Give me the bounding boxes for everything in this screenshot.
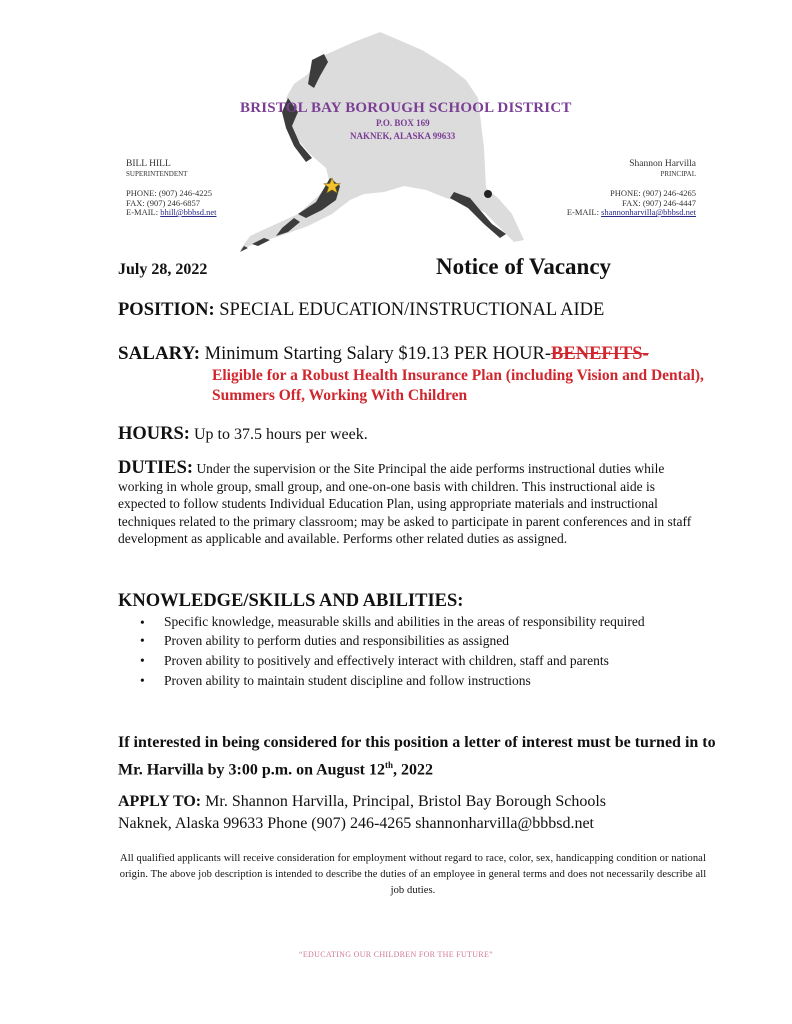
- alaska-map-graphic: [236, 28, 528, 254]
- duties-paragraph: [118, 460, 706, 548]
- notice-title: Notice of Vacancy: [436, 254, 612, 279]
- superintendent-fax: FAX: (907) 246-6857: [126, 197, 200, 208]
- salary-label: SALARY:: [118, 343, 201, 364]
- superintendent-email-line: [126, 208, 216, 218]
- benefits-text: Eligible for a Robust Health Insurance Plan (including Vision and Dental), Summers Off, Working With Children: [212, 367, 704, 404]
- salary-value: Minimum Starting Salary $19.13 PER HOUR-: [204, 344, 552, 364]
- list-item: [140, 671, 710, 691]
- principal-email-label: E-MAIL:: [566, 207, 599, 217]
- apply-line-2: Naknek, Alaska 99633 Phone (907) 246-4265 shannonharvilla@bbbsd.net: [118, 815, 594, 832]
- salary-line: [118, 343, 649, 365]
- bullet-icon: •: [140, 615, 145, 630]
- interest-statement: [118, 732, 718, 781]
- list-item: [140, 631, 710, 651]
- interest-text: If interested in being considered for this position a letter of interest must be turned in to Mr. Harvilla by 3:00 p.m. on August 12: [118, 734, 716, 779]
- principal-email-line: [567, 208, 696, 218]
- hours-line: [118, 424, 368, 445]
- principal-title: PRINCIPAL: [660, 169, 696, 178]
- notice-date: July 28, 2022: [118, 261, 208, 278]
- ksa-item-text: Proven ability to maintain student discipline and follow instructions: [164, 673, 531, 688]
- superintendent-email-label: E-MAIL:: [126, 207, 159, 217]
- principal-name: Shannon Harvilla: [629, 159, 696, 169]
- juneau-dot: [484, 190, 492, 198]
- duties-label: DUTIES:: [118, 458, 194, 478]
- principal-phone: PHONE: (907) 246-4265: [610, 188, 696, 198]
- district-po-box: P.O. BOX 169: [376, 118, 430, 128]
- district-name: BRISTOL BAY BOROUGH SCHOOL DISTRICT: [240, 100, 572, 116]
- position-line: [118, 300, 604, 321]
- ksa-item-text: Specific knowledge, measurable skills and abilities in the areas of responsibility required: [164, 614, 645, 629]
- position-label: POSITION:: [118, 300, 215, 320]
- bullet-icon: •: [140, 673, 145, 688]
- hours-label: HOURS:: [118, 424, 190, 444]
- apply-label: APPLY TO:: [118, 793, 202, 810]
- superintendent-phone: PHONE: (907) 246-4225: [126, 188, 212, 198]
- principal-email-link[interactable]: shannonharvilla@bbbsd.net: [601, 207, 696, 217]
- eeo-disclaimer: All qualified applicants will receive consideration for employment without regard to race, color, sex, handicapping condition or national origin. The above job description is intended to describe the duties of an employee in general terms and does not necessarily describe all job duties.: [119, 853, 707, 896]
- bullet-icon: •: [140, 633, 145, 648]
- ksa-list: [140, 613, 710, 691]
- principal-fax: FAX: (907) 246-4447: [622, 197, 696, 208]
- principal-contact: [567, 160, 696, 218]
- ksa-item-text: Proven ability to perform duties and responsibilities as assigned: [164, 633, 509, 648]
- bullet-icon: •: [140, 653, 145, 668]
- list-item: [140, 613, 710, 631]
- interest-year: , 2022: [393, 761, 434, 779]
- position-value: SPECIAL EDUCATION/INSTRUCTIONAL AIDE: [219, 300, 605, 320]
- interest-superscript: th: [385, 760, 394, 770]
- ksa-heading: KNOWLEDGE/SKILLS AND ABILITIES:: [118, 591, 464, 611]
- hours-value: Up to 37.5 hours per week.: [193, 426, 368, 443]
- superintendent-name: BILL HILL: [126, 159, 171, 169]
- superintendent-email-link[interactable]: bhill@bbbsd.net: [160, 207, 217, 217]
- apply-contact: Mr. Shannon Harvilla, Principal, Bristol Bay Borough Schools: [205, 793, 607, 810]
- superintendent-contact: [126, 160, 216, 218]
- apply-line-1: [118, 791, 718, 813]
- list-item: [140, 651, 710, 671]
- ksa-item-text: Proven ability to positively and effectively interact with children, staff and parents: [164, 653, 609, 668]
- benefits-heading: BENEFITS-: [551, 344, 649, 364]
- district-city: NAKNEK, ALASKA 99633: [350, 131, 456, 141]
- footer-motto: “EDUCATING OUR CHILDREN FOR THE FUTURE”: [299, 950, 493, 959]
- apply-block: [118, 791, 718, 835]
- duties-text: Under the supervision or the Site Principal the aide performs instructional duties while working in whole group, small group, and one-on-one basis with children. This instructional aide is expected to follow students Individual Education Plan, using appropriate materials and instructional techniques related to the primary classroom; may be asked to participate in parent conferences and in staff development as applicable and available. Performs other related duties as assigned.: [118, 461, 692, 546]
- superintendent-title: SUPERINTENDENT: [126, 169, 188, 178]
